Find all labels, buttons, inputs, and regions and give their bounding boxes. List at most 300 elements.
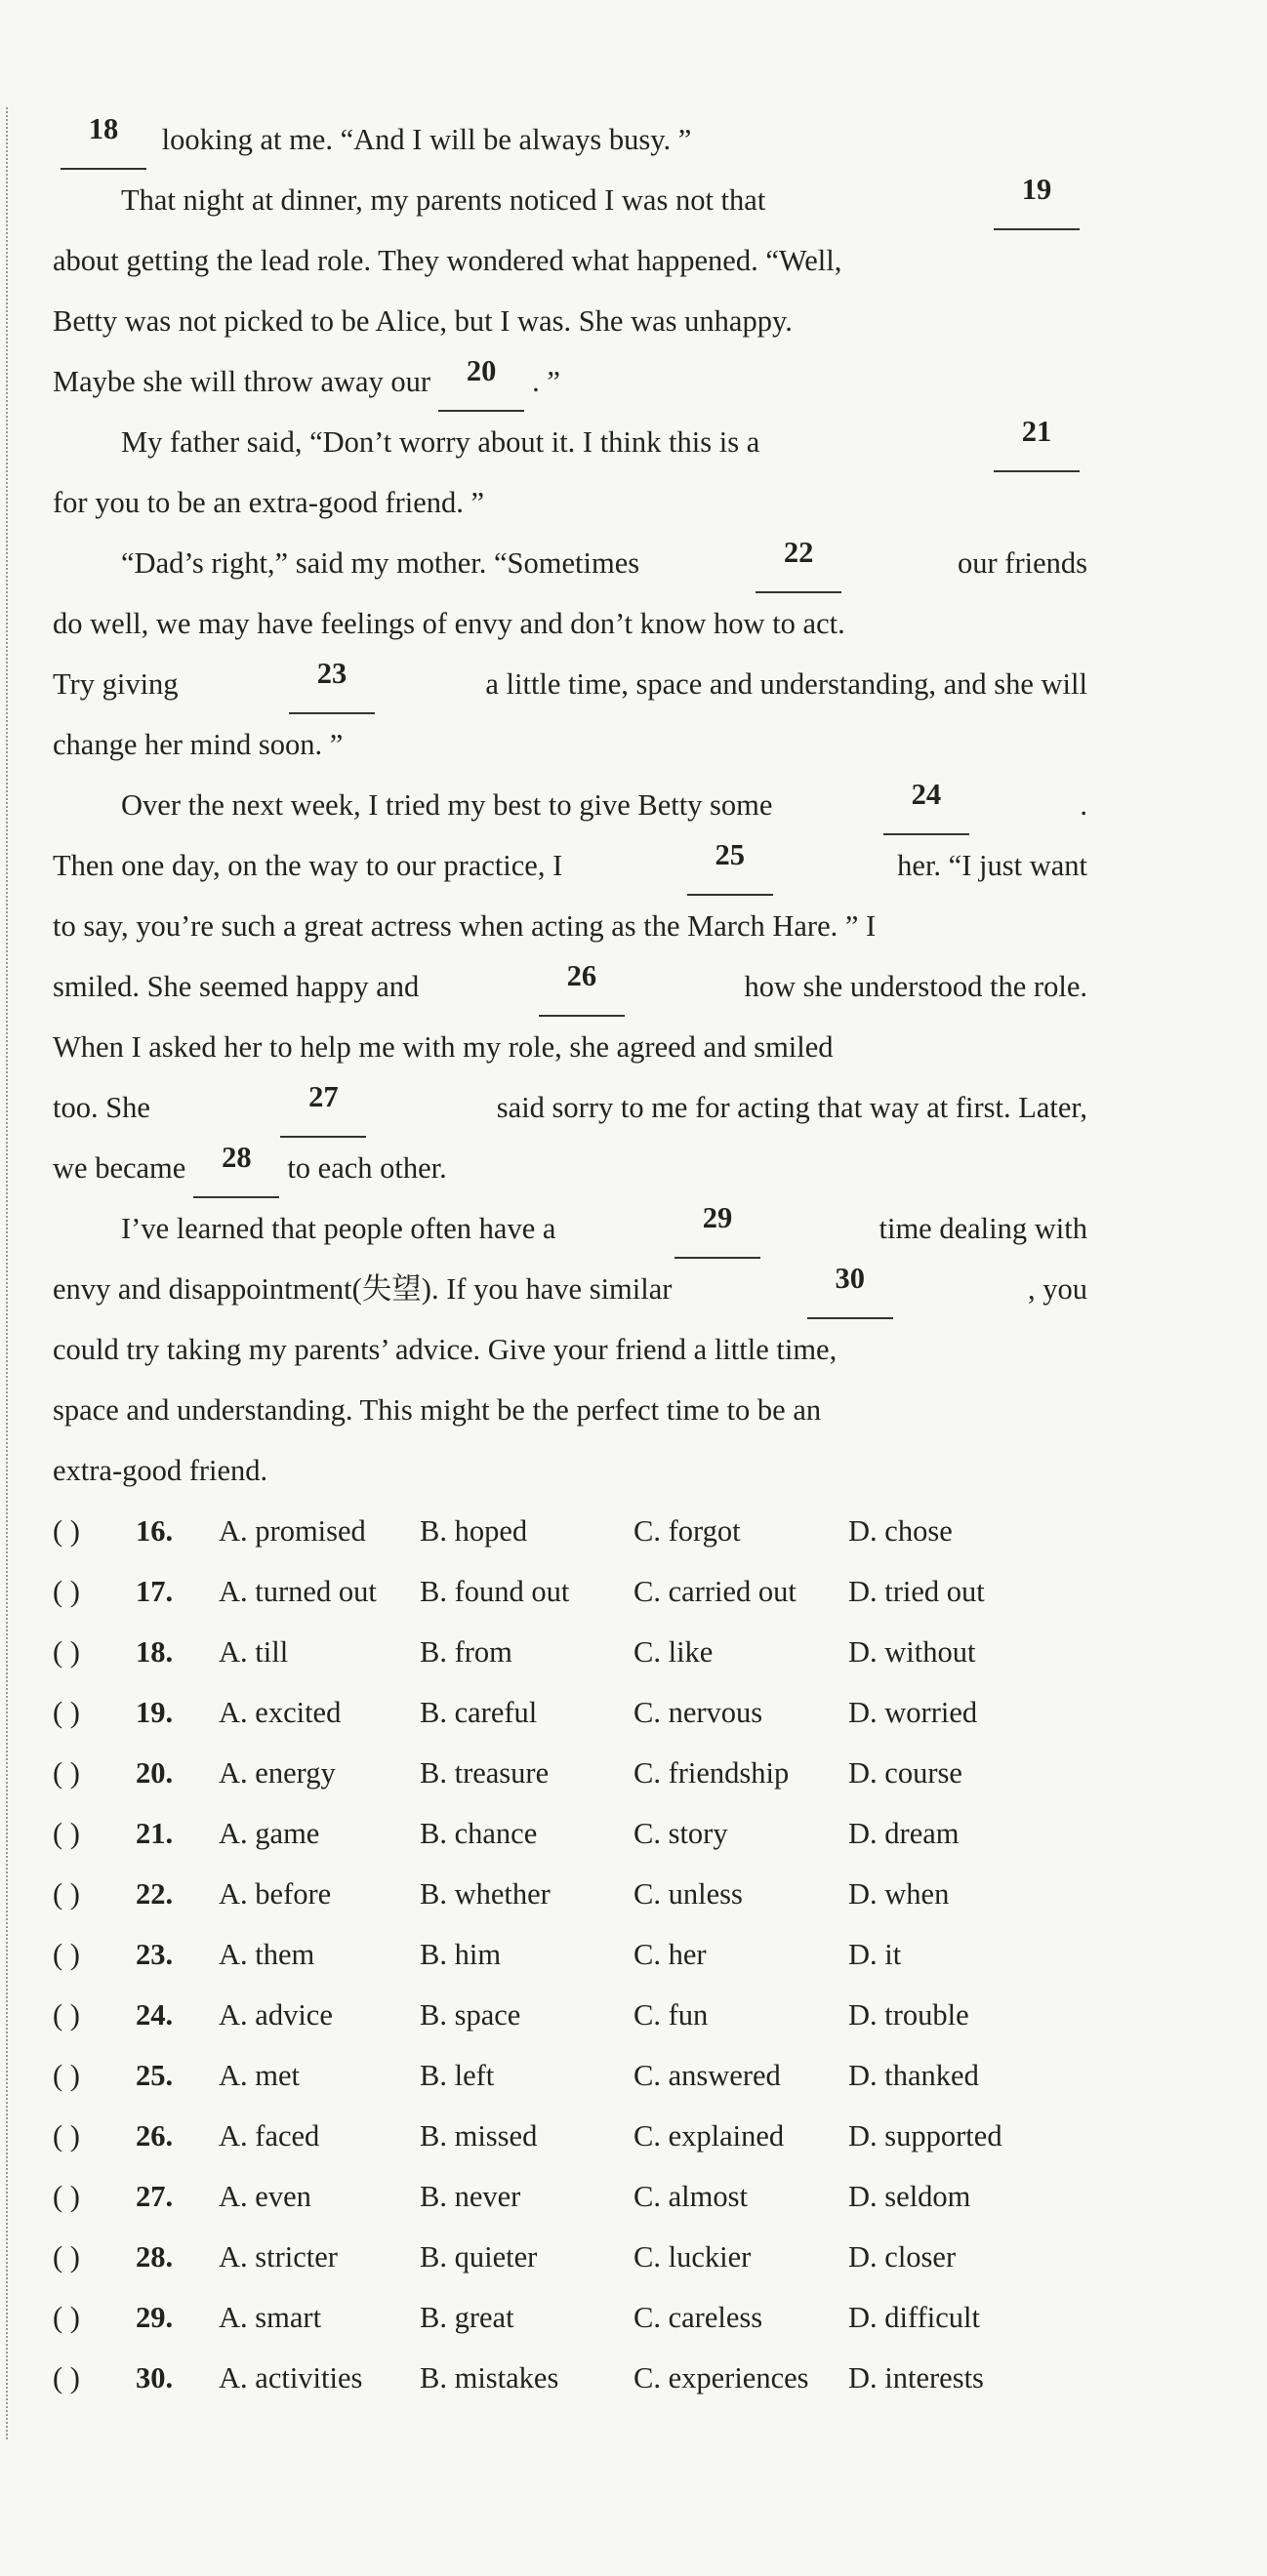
option-d[interactable] <box>848 1501 953 1561</box>
passage-line <box>53 1077 1087 1138</box>
option-letter: C. <box>634 2180 661 2213</box>
option-spacer <box>661 1938 669 1971</box>
answer-bracket[interactable]: ( ) <box>53 1575 80 1608</box>
option-c[interactable] <box>634 1561 797 1622</box>
option-d[interactable] <box>848 2106 1002 2166</box>
option-letter: C. <box>634 1635 661 1669</box>
question-number: 30. <box>136 2361 174 2395</box>
option-d[interactable] <box>848 2166 970 2227</box>
option-spacer <box>447 2180 455 2213</box>
passage-text: space and understanding. This might be the perfect time to be an <box>53 1393 822 1427</box>
option-b[interactable] <box>420 1743 549 1803</box>
option-d[interactable] <box>848 1622 975 1682</box>
option-d[interactable] <box>848 1561 985 1622</box>
answer-bracket[interactable]: ( ) <box>53 2180 80 2213</box>
option-text: met <box>255 2059 301 2092</box>
option-text: energy <box>255 1756 336 1790</box>
option-letter: C. <box>634 1998 661 2032</box>
option-text: space <box>454 1998 521 2032</box>
passage-text: extra-good friend. <box>53 1454 268 1487</box>
option-a[interactable] <box>219 2166 311 2227</box>
option-letter: D. <box>848 2240 878 2274</box>
passage-line <box>53 956 1087 1017</box>
option-c[interactable] <box>634 1501 741 1561</box>
option-letter: B. <box>420 2240 447 2274</box>
option-a[interactable] <box>219 1501 366 1561</box>
question-row <box>53 1561 1087 1622</box>
answer-blank[interactable]: 20 <box>438 351 524 412</box>
passage-line <box>53 1380 1087 1440</box>
option-letter: D. <box>848 1756 878 1790</box>
question-number: 24. <box>136 1998 174 2032</box>
answer-bracket[interactable]: ( ) <box>53 1998 80 2032</box>
option-text: excited <box>255 1696 342 1729</box>
option-text: her <box>668 1938 707 1971</box>
option-b[interactable] <box>420 2106 537 2166</box>
option-text: answered <box>668 2059 781 2092</box>
option-text: tried out <box>884 1575 985 1608</box>
options-list <box>53 1501 1087 2408</box>
option-letter: C. <box>634 1696 661 1729</box>
option-text: careful <box>454 1696 538 1729</box>
option-text: friendship <box>668 1756 790 1790</box>
option-text: turned out <box>255 1575 377 1608</box>
option-letter: C. <box>634 1756 661 1790</box>
option-letter: A. <box>219 2119 248 2153</box>
passage-line <box>53 230 1087 291</box>
option-text: closer <box>884 2240 957 2274</box>
option-text: dream <box>884 1817 960 1850</box>
option-d[interactable] <box>848 2348 984 2408</box>
option-letter: D. <box>848 1635 878 1669</box>
option-a[interactable] <box>219 2106 319 2166</box>
option-text: mistakes <box>454 2361 559 2395</box>
passage-text: to each other. <box>287 1151 447 1185</box>
option-b[interactable] <box>420 1682 537 1743</box>
option-letter: B. <box>420 1998 447 2032</box>
option-d[interactable] <box>848 2287 980 2348</box>
option-text: him <box>454 1938 502 1971</box>
option-c[interactable] <box>634 1803 728 1864</box>
passage-text: said sorry to me for acting that way at first. Later, <box>496 1091 1087 1124</box>
answer-blank[interactable]: 21 <box>994 412 1080 472</box>
option-a[interactable] <box>219 1864 331 1924</box>
passage-text: I’ve learned that people often have a <box>121 1212 556 1245</box>
option-letter: A. <box>219 1938 248 1971</box>
answer-blank[interactable]: 22 <box>756 533 841 593</box>
passage-text: . ” <box>532 365 560 398</box>
answer-bracket[interactable]: ( ) <box>53 2240 80 2274</box>
option-text: without <box>884 1635 976 1669</box>
option-spacer <box>447 2119 455 2153</box>
option-b[interactable] <box>420 1924 501 1985</box>
passage-line <box>53 533 1087 593</box>
question-row <box>53 1501 1087 1561</box>
question-row <box>53 1985 1087 2045</box>
option-text: till <box>255 1635 289 1669</box>
passage-text: When I asked her to help me with my role, she agreed and smiled <box>53 1030 834 1064</box>
answer-blank[interactable]: 19 <box>994 170 1080 230</box>
option-letter: A. <box>219 2180 248 2213</box>
question-row <box>53 1803 1087 1864</box>
option-text: careless <box>668 2301 763 2334</box>
option-text: chance <box>454 1817 538 1850</box>
question-row <box>53 1622 1087 1682</box>
option-spacer <box>661 2119 669 2153</box>
cloze-passage <box>53 109 1087 1501</box>
option-spacer <box>661 2059 669 2092</box>
option-letter: A. <box>219 1696 248 1729</box>
passage-text: , you <box>1028 1272 1087 1306</box>
option-letter: D. <box>848 1817 878 1850</box>
option-text: from <box>454 1635 512 1669</box>
question-number: 23. <box>136 1938 174 1971</box>
option-letter: D. <box>848 2180 878 2213</box>
passage-line <box>53 1017 1087 1077</box>
option-letter: C. <box>634 1877 661 1911</box>
passage-line <box>53 1319 1087 1380</box>
option-letter: A. <box>219 2059 248 2092</box>
option-letter: C. <box>634 1514 661 1548</box>
passage-line <box>53 351 1087 412</box>
option-text: whether <box>454 1877 551 1911</box>
answer-bracket[interactable]: ( ) <box>53 1514 80 1548</box>
answer-bracket[interactable]: ( ) <box>53 1817 80 1850</box>
answer-blank[interactable]: 28 <box>193 1138 279 1198</box>
option-c[interactable] <box>634 2106 784 2166</box>
passage-text: do well, we may have feelings of envy and don’t know how to act. <box>53 607 845 640</box>
question-number: 26. <box>136 2119 174 2153</box>
option-letter: B. <box>420 2180 447 2213</box>
option-letter: D. <box>848 1575 878 1608</box>
option-spacer <box>661 1998 669 2032</box>
option-b[interactable] <box>420 1985 520 2045</box>
option-letter: A. <box>219 1635 248 1669</box>
option-text: forgot <box>668 1514 741 1548</box>
option-letter: D. <box>848 1998 878 2032</box>
passage-text: too. She <box>53 1091 150 1124</box>
option-letter: B. <box>420 1756 447 1790</box>
passage-content <box>53 109 1087 2408</box>
option-spacer <box>447 2301 455 2334</box>
option-text: it <box>884 1938 902 1971</box>
option-c[interactable] <box>634 2287 762 2348</box>
option-letter: A. <box>219 1514 248 1548</box>
option-letter: C. <box>634 2361 661 2395</box>
answer-bracket[interactable]: ( ) <box>53 2301 80 2334</box>
question-row <box>53 2166 1087 2227</box>
option-text: chose <box>884 1514 953 1548</box>
option-c[interactable] <box>634 1924 707 1985</box>
option-d[interactable] <box>848 1803 960 1864</box>
passage-line <box>53 472 1087 533</box>
passage-line <box>53 593 1087 654</box>
option-letter: D. <box>848 2361 878 2395</box>
answer-bracket[interactable]: ( ) <box>53 2361 80 2395</box>
passage-text: to say, you’re such a great actress when acting as the March Hare. ” I <box>53 909 877 943</box>
option-text: smart <box>255 2301 322 2334</box>
option-text: found out <box>454 1575 570 1608</box>
option-c[interactable] <box>634 2166 748 2227</box>
answer-blank[interactable]: 24 <box>883 775 969 835</box>
option-spacer <box>447 1696 455 1729</box>
answer-blank[interactable]: 27 <box>280 1077 366 1138</box>
option-b[interactable] <box>420 2287 514 2348</box>
option-spacer <box>661 1696 669 1729</box>
option-b[interactable] <box>420 2227 537 2287</box>
passage-text: Then one day, on the way to our practice, I <box>53 849 563 882</box>
option-text: activities <box>255 2361 363 2395</box>
option-letter: C. <box>634 2059 661 2092</box>
option-spacer <box>447 1817 455 1850</box>
option-b[interactable] <box>420 2045 494 2106</box>
option-letter: A. <box>219 1817 248 1850</box>
option-b[interactable] <box>420 1622 512 1682</box>
option-text: stricter <box>255 2240 338 2274</box>
passage-text: for you to be an extra-good friend. ” <box>53 486 485 519</box>
option-letter: A. <box>219 1877 248 1911</box>
question-number: 19. <box>136 1696 174 1729</box>
option-d[interactable] <box>848 1864 949 1924</box>
question-number: 16. <box>136 1514 174 1548</box>
question-number: 25. <box>136 2059 174 2092</box>
option-a[interactable] <box>219 2348 362 2408</box>
option-text: them <box>255 1938 315 1971</box>
answer-bracket[interactable]: ( ) <box>53 1696 80 1729</box>
passage-text: her. “I just want <box>897 849 1087 882</box>
option-b[interactable] <box>420 1864 551 1924</box>
passage-text: . <box>1080 788 1087 822</box>
option-text: treasure <box>454 1756 550 1790</box>
answer-bracket[interactable]: ( ) <box>53 1756 80 1790</box>
option-c[interactable] <box>634 1682 762 1743</box>
question-number: 20. <box>136 1756 174 1790</box>
option-letter: A. <box>219 1998 248 2032</box>
option-letter: D. <box>848 2059 878 2092</box>
option-letter: C. <box>634 1817 661 1850</box>
question-row <box>53 2106 1087 2166</box>
option-text: great <box>454 2301 514 2334</box>
option-text: before <box>255 1877 332 1911</box>
passage-text: Over the next week, I tried my best to give Betty some <box>121 788 773 822</box>
option-d[interactable] <box>848 1743 962 1803</box>
option-spacer <box>447 1575 455 1608</box>
option-b[interactable] <box>420 2166 520 2227</box>
option-letter: B. <box>420 1877 447 1911</box>
option-text: game <box>255 1817 320 1850</box>
option-text: quieter <box>454 2240 538 2274</box>
option-text: explained <box>668 2119 785 2153</box>
option-spacer <box>661 2240 669 2274</box>
option-text: interests <box>884 2361 984 2395</box>
passage-text: about getting the lead role. They wondered what happened. “Well, <box>53 244 842 277</box>
option-letter: D. <box>848 1877 878 1911</box>
option-letter: C. <box>634 2301 661 2334</box>
option-c[interactable] <box>634 2227 751 2287</box>
option-spacer <box>447 1938 455 1971</box>
option-spacer <box>447 1756 455 1790</box>
answer-bracket[interactable]: ( ) <box>53 1635 80 1669</box>
passage-line <box>53 775 1087 835</box>
option-text: supported <box>884 2119 1002 2153</box>
option-b[interactable] <box>420 1561 569 1622</box>
passage-line <box>53 1138 1087 1198</box>
question-row <box>53 1743 1087 1803</box>
passage-line <box>53 1440 1087 1501</box>
option-c[interactable] <box>634 1864 743 1924</box>
question-row <box>53 2227 1087 2287</box>
option-letter: D. <box>848 1514 878 1548</box>
option-b[interactable] <box>420 1803 537 1864</box>
option-spacer <box>447 2240 455 2274</box>
option-text: difficult <box>884 2301 980 2334</box>
answer-blank[interactable]: 30 <box>807 1259 893 1319</box>
option-text: faced <box>255 2119 320 2153</box>
option-text: never <box>454 2180 521 2213</box>
passage-text: smiled. She seemed happy and <box>53 970 420 1003</box>
question-number: 18. <box>136 1635 174 1669</box>
question-row <box>53 2045 1087 2106</box>
option-text: seldom <box>884 2180 971 2213</box>
option-a[interactable] <box>219 2045 300 2106</box>
passage-line <box>53 109 1087 170</box>
option-a[interactable] <box>219 1924 314 1985</box>
answer-blank[interactable]: 23 <box>289 654 375 714</box>
question-row <box>53 2287 1087 2348</box>
option-letter: B. <box>420 1514 447 1548</box>
option-letter: A. <box>219 2240 248 2274</box>
passage-line <box>53 291 1087 351</box>
passage-line <box>53 835 1087 896</box>
option-letter: A. <box>219 2301 248 2334</box>
question-row <box>53 1864 1087 1924</box>
option-a[interactable] <box>219 1622 288 1682</box>
option-c[interactable] <box>634 1985 708 2045</box>
option-spacer <box>661 1756 669 1790</box>
passage-text: Try giving <box>53 667 179 701</box>
option-c[interactable] <box>634 2348 809 2408</box>
option-text: fun <box>668 1998 709 2032</box>
option-c[interactable] <box>634 2045 781 2106</box>
option-b[interactable] <box>420 2348 558 2408</box>
option-d[interactable] <box>848 1682 977 1743</box>
answer-blank[interactable]: 26 <box>539 956 625 1017</box>
option-spacer <box>661 2180 669 2213</box>
option-text: luckier <box>668 2240 752 2274</box>
passage-text: envy and disappointment(失望). If you have similar <box>53 1272 673 1306</box>
option-c[interactable] <box>634 1622 713 1682</box>
passage-line <box>53 170 1087 230</box>
option-c[interactable] <box>634 1743 789 1803</box>
option-text: even <box>255 2180 311 2213</box>
option-spacer <box>661 1817 669 1850</box>
option-a[interactable] <box>219 1682 341 1743</box>
option-spacer <box>661 1514 669 1548</box>
answer-blank[interactable]: 29 <box>674 1198 760 1259</box>
option-spacer <box>447 1635 455 1669</box>
option-a[interactable] <box>219 2287 321 2348</box>
answer-blank[interactable]: 25 <box>687 835 773 896</box>
option-letter: D. <box>848 2301 878 2334</box>
passage-text: Betty was not picked to be Alice, but I was. She was unhappy. <box>53 304 793 338</box>
option-text: worried <box>884 1696 978 1729</box>
question-row <box>53 2348 1087 2408</box>
passage-text: looking at me. “And I will be always busy. ” <box>154 123 692 156</box>
option-letter: B. <box>420 1817 447 1850</box>
answer-bracket[interactable]: ( ) <box>53 1938 80 1971</box>
question-number: 27. <box>136 2180 174 2213</box>
passage-text: My father said, “Don’t worry about it. I think this is a <box>121 425 760 459</box>
passage-text: a little time, space and understanding, and she will <box>485 667 1087 701</box>
option-letter: B. <box>420 2361 447 2395</box>
passage-line <box>53 1259 1087 1319</box>
passage-text: change her mind soon. ” <box>53 728 344 761</box>
option-a[interactable] <box>219 1803 319 1864</box>
option-d[interactable] <box>848 1924 901 1985</box>
passage-line <box>53 654 1087 714</box>
option-a[interactable] <box>219 1743 336 1803</box>
option-a[interactable] <box>219 1561 377 1622</box>
option-letter: B. <box>420 1696 447 1729</box>
passage-line <box>53 714 1087 775</box>
option-letter: D. <box>848 1696 878 1729</box>
question-number: 17. <box>136 1575 174 1608</box>
passage-text: our friends <box>958 546 1087 580</box>
passage-line <box>53 1198 1087 1259</box>
option-text: promised <box>255 1514 366 1548</box>
option-a[interactable] <box>219 2227 338 2287</box>
option-text: experiences <box>668 2361 809 2395</box>
option-text: almost <box>668 2180 748 2213</box>
option-text: left <box>454 2059 495 2092</box>
question-row <box>53 1924 1087 1985</box>
passage-line <box>53 412 1087 472</box>
option-text: story <box>668 1817 728 1850</box>
option-a[interactable] <box>219 1985 333 2045</box>
option-letter: B. <box>420 1635 447 1669</box>
option-spacer <box>661 1877 669 1911</box>
question-number: 22. <box>136 1877 174 1911</box>
passage-text: That night at dinner, my parents noticed I was not that <box>121 183 766 217</box>
option-text: carried out <box>668 1575 797 1608</box>
option-text: like <box>668 1635 714 1669</box>
option-letter: D. <box>848 1938 878 1971</box>
option-letter: A. <box>219 1756 248 1790</box>
answer-blank[interactable]: 18 <box>61 109 146 170</box>
option-d[interactable] <box>848 1985 969 2045</box>
passage-text: “Dad’s right,” said my mother. “Sometimes <box>121 546 640 580</box>
passage-line <box>53 896 1087 956</box>
option-text: when <box>884 1877 950 1911</box>
option-letter: A. <box>219 2361 248 2395</box>
passage-text: we became <box>53 1151 186 1185</box>
answer-bracket[interactable]: ( ) <box>53 2119 80 2153</box>
answer-bracket[interactable]: ( ) <box>53 2059 80 2092</box>
option-b[interactable] <box>420 1501 527 1561</box>
answer-bracket[interactable]: ( ) <box>53 1877 80 1911</box>
option-letter: B. <box>420 1938 447 1971</box>
binding-margin-line <box>6 107 8 2439</box>
question-number: 28. <box>136 2240 174 2274</box>
question-row <box>53 1682 1087 1743</box>
option-d[interactable] <box>848 2045 979 2106</box>
option-d[interactable] <box>848 2227 956 2287</box>
option-letter: C. <box>634 1575 661 1608</box>
passage-text: Maybe she will throw away our <box>53 365 431 398</box>
option-spacer <box>447 1514 455 1548</box>
question-number: 29. <box>136 2301 174 2334</box>
option-letter: B. <box>420 2119 447 2153</box>
